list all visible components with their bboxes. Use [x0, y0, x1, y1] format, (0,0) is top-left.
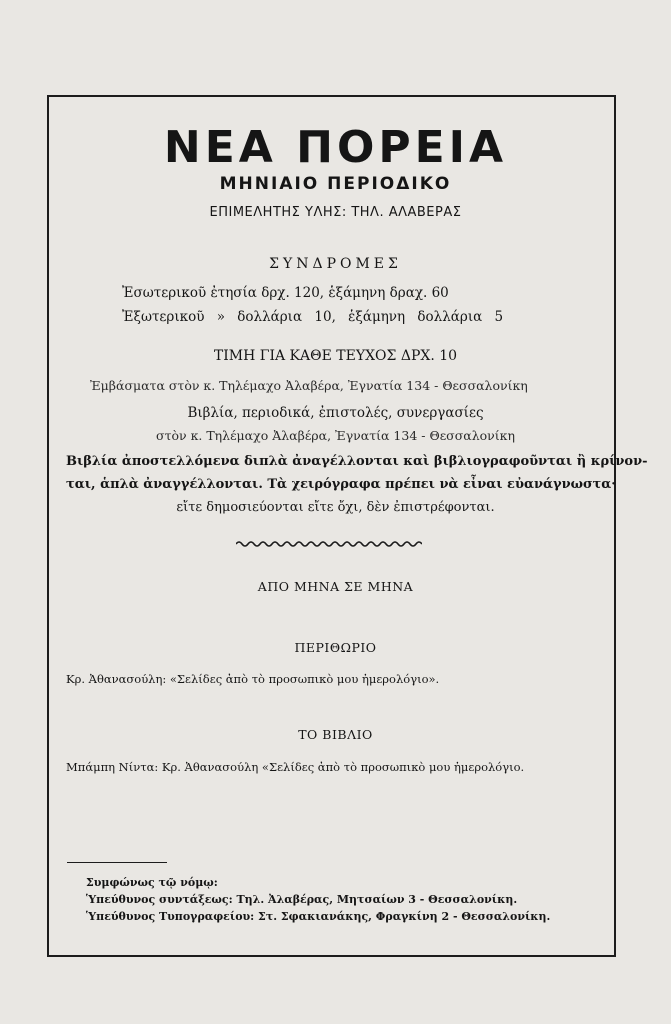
page-border — [47, 95, 616, 957]
editor-line: ΕΠΙΜΕΛΗΤΗΣ ΥΛΗΣ: ΤΗΛ. ΑΛΑΒΕΡΑΣ — [209, 205, 462, 220]
foreign-subscription: Ἐξωτερικοῦ » δολλάρια 10, ἑξάμηνη δολλάρια 5 — [122, 309, 504, 325]
margin-entry: Κρ. Ἀθανασούλη: «Σελίδες ἀπὸ τὸ προσωπικὸ μου ἡμερολόγιο». — [66, 672, 440, 686]
subscriptions-heading: ΣΥΝΔΡΟΜΕΣ — [269, 256, 402, 272]
wavy-divider — [236, 540, 422, 548]
legal-line-2: Ὑπεύθυνος συντάξεως: Τηλ. Ἀλαβέρας, Μητσαίων 3 - Θεσσαλονίκη. — [86, 893, 518, 906]
domestic-subscription: Ἐσωτερικοῦ ἐτησία δρχ. 120, ἑξάμηνη δραχ. 60 — [122, 285, 449, 301]
section-heading-margin: ΠΕΡΙΘΩΡΙΟ — [294, 640, 377, 655]
section-heading-book: ΤΟ ΒΙΒΛΙΟ — [298, 727, 373, 742]
magazine-subtitle: ΜΗΝΙΑΙΟ ΠΕΡΙΟΔΙΚΟ — [219, 174, 452, 194]
correspondence-line-1: Βιβλία, περιοδικά, ἐπιστολές, συνεργασίες — [187, 405, 484, 421]
notice-line-1: Βιβλία ἀποστελλόμενα διπλὰ ἀναγέλλονται καὶ βιβλιογραφοῦνται ἢ κρίνον- — [66, 454, 648, 469]
issue-price: ΤΙΜΗ ΓΙΑ ΚΑΘΕ ΤΕΥΧΟΣ ΔΡΧ. 10 — [213, 348, 458, 364]
remittances-line: Ἐμβάσματα στὸν κ. Τηλέμαχο Ἀλαβέρα, Ἐγνατία 134 - Θεσσαλονίκη — [90, 378, 528, 393]
footnote-rule — [67, 862, 167, 863]
legal-line-3: Ὑπεύθυνος Τυπογραφείου: Στ. Σφακιανάκης, Φραγκίνη 2 - Θεσσαλονίκη. — [86, 910, 551, 923]
notice-line-2: ται, ἁπλὰ ἀναγγέλλονται. Τὰ χειρόγραφα πρέπει νὰ εἶναι εὐανάγνωστα· — [66, 477, 616, 492]
notice-line-3: εἴτε δημοσιεύονται εἴτε ὄχι, δὲν ἐπιστρέφονται. — [176, 500, 495, 515]
magazine-title: ΝΕΑ ΠΟΡΕΙΑ — [163, 122, 508, 173]
book-entry: Μπάμπη Νίντα: Κρ. Ἀθανασούλη «Σελίδες ἀπὸ τὸ προσωπικὸ μου ἡμερολόγιο. — [66, 760, 525, 774]
correspondence-line-2: στὸν κ. Τηλέμαχο Ἀλαβέρα, Ἐγνατία 134 - Θεσσαλονίκη — [156, 428, 515, 443]
legal-line-1: Συμφώνως τῷ νόμῳ: — [86, 876, 218, 889]
section-heading-monthly: ΑΠΟ ΜΗΝΑ ΣΕ ΜΗΝΑ — [257, 579, 414, 594]
